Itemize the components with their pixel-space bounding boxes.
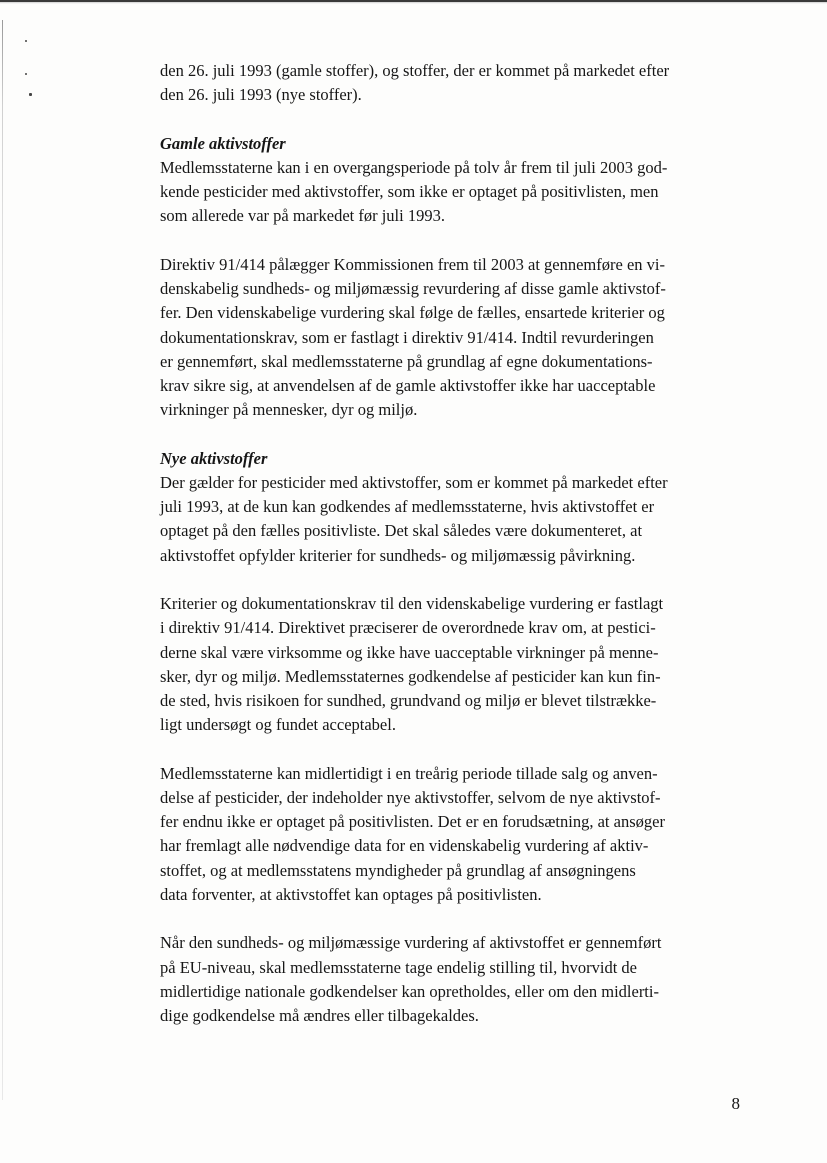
text-line: Direktiv 91/414 pålægger Kommissionen frem til 2003 at gennemføre en vi-	[160, 255, 665, 274]
scan-speck	[29, 93, 32, 96]
paragraph	[160, 931, 740, 1028]
text-line: juli 1993, at de kun kan godkendes af medlemsstaterne, hvis aktivstoffet er	[160, 497, 655, 517]
section-heading: Gamle aktivstoffer	[160, 133, 286, 153]
text-line: fer. Den videnskabelige vurdering skal følge de fælles, ensartede kriterier og	[160, 303, 665, 323]
text-line: Når den sundheds- og miljømæssige vurdering af aktivstoffet er gennemført	[160, 933, 662, 953]
text-line: delse af pesticider, der indeholder nye aktivstoffer, selvom de nye aktivstof-	[160, 788, 661, 808]
paragraph	[160, 762, 740, 907]
text-line: ligt undersøgt og fundet acceptabel.	[160, 715, 396, 735]
scan-top-edge	[0, 0, 827, 4]
text-line: midlertidige nationale godkendelser kan opretholdes, eller om den midlerti-	[160, 981, 659, 1001]
scan-speck	[25, 73, 27, 75]
paragraph	[160, 253, 740, 422]
text-line: derne skal være virksomme og ikke have uacceptable virkninger på menne-	[160, 642, 659, 662]
text-line: kende pesticider med aktivstoffer, som ikke er optaget på positivlisten, men	[160, 182, 659, 202]
text-line: Kriterier og dokumentationskrav til den videnskabelige vurdering er fastlagt	[160, 594, 664, 614]
section-heading: Nye aktivstoffer	[160, 448, 268, 468]
paragraph	[160, 59, 740, 107]
body-text	[160, 59, 740, 1053]
text-line: krav sikre sig, at anvendelsen af de gamle aktivstoffer ikke har uacceptable	[160, 376, 656, 396]
text-line: som allerede var på markedet før juli 1993.	[160, 206, 445, 226]
text-line: de sted, hvis risikoen for sundhed, grundvand og miljø er blevet tilstrække-	[160, 691, 657, 711]
text-line: den 26. juli 1993 (nye stoffer).	[160, 85, 362, 105]
text-line: er gennemført, skal medlemsstaterne på grundlag af egne dokumentations-	[160, 351, 653, 371]
paragraph	[160, 132, 740, 229]
scan-left-edge	[2, 20, 3, 1100]
text-line: Der gælder for pesticider med aktivstoffer, som er kommet på markedet efter	[160, 473, 668, 493]
text-line: optaget på den fælles positivliste. Det skal således være dokumenteret, at	[160, 521, 643, 541]
text-line: i direktiv 91/414. Direktivet præciserer de overordnede krav om, at pestici-	[160, 618, 656, 638]
text-line: den 26. juli 1993 (gamle stoffer), og stoffer, der er kommet på markedet efter	[160, 61, 670, 80]
text-line: denskabelig sundheds- og miljømæssig revurdering af disse gamle aktivstof-	[160, 279, 666, 299]
page-number: 8	[731, 1094, 740, 1113]
text-line: stoffet, og at medlemsstatens myndigheder på grundlag af ansøgningens	[160, 860, 636, 880]
text-line: på EU-niveau, skal medlemsstaterne tage endelig stilling til, hvorvidt de	[160, 957, 638, 977]
text-line: aktivstoffet opfylder kriterier for sundheds- og miljømæssig påvirkning.	[160, 545, 636, 565]
text-line: virkninger på mennesker, dyr og miljø.	[160, 400, 418, 420]
text-line: fer endnu ikke er optaget på positivlisten. Det er en forudsætning, at ansøger	[160, 812, 665, 832]
text-line: Medlemsstaterne kan midlertidigt i en treårig periode tillade salg og anven-	[160, 763, 658, 783]
text-line: har fremlagt alle nødvendige data for en videnskabelig vurdering af aktiv-	[160, 836, 649, 856]
text-line: Medlemsstaterne kan i en overgangsperiode på tolv år frem til juli 2003 god-	[160, 158, 668, 177]
text-line: dokumentationskrav, som er fastlagt i direktiv 91/414. Indtil revurderingen	[160, 327, 654, 347]
text-line: data forventer, at aktivstoffet kan optages på positivlisten.	[160, 884, 542, 904]
scan-speck	[25, 40, 27, 42]
paragraph	[160, 592, 740, 737]
text-line: dige godkendelse må ændres eller tilbagekaldes.	[160, 1006, 479, 1026]
text-line: sker, dyr og miljø. Medlemsstaternes godkendelse af pesticider kan kun fin-	[160, 666, 661, 686]
paragraph	[160, 447, 740, 568]
